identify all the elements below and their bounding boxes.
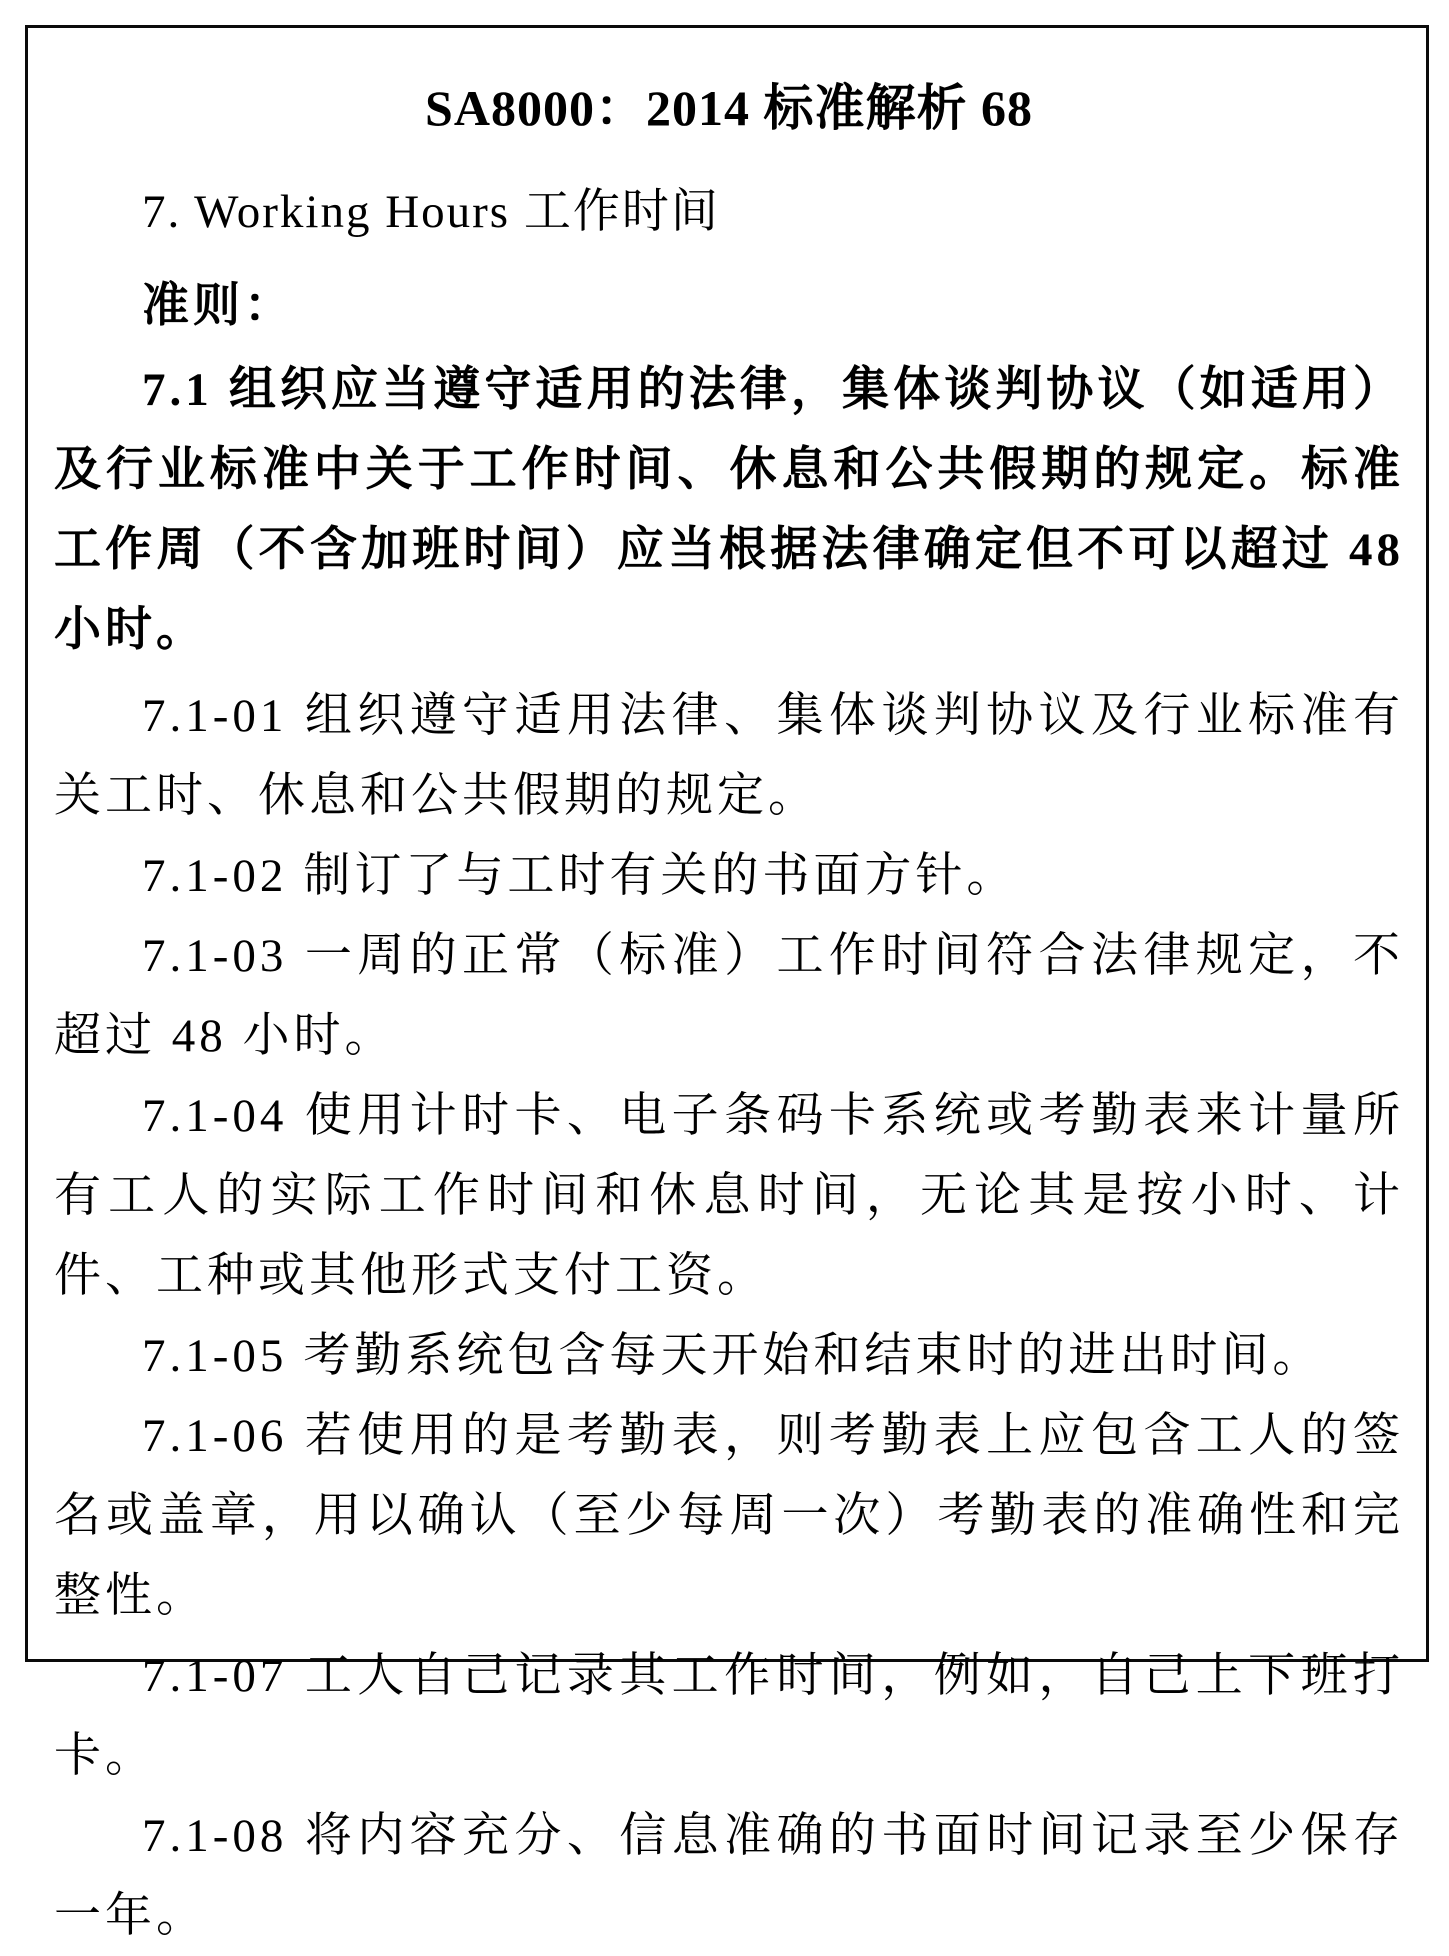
- item-number: 7.1-06: [142, 1410, 288, 1462]
- guidance-item-7-1-04: [54, 1076, 1404, 1316]
- criteria-label: 准则：: [142, 280, 295, 332]
- item-text: 组织遵守适用法律、集体谈判协议及行业标准有关工时、休息和公共假期的规定。: [54, 690, 1404, 822]
- guidance-item-7-1-01: [54, 676, 1404, 836]
- guidance-item-7-1-06: [54, 1396, 1404, 1636]
- item-number: 7.1-01: [142, 690, 288, 742]
- item-number: 7.1-03: [142, 930, 288, 982]
- clause-number: 7.1: [142, 364, 213, 416]
- item-number: 7.1-07: [142, 1650, 288, 1702]
- item-text: 使用计时卡、电子条码卡系统或考勤表来计量所有工人的实际工作时间和休息时间，无论其是按小时、计件、工种或其他形式支付工资。: [54, 1090, 1404, 1302]
- document-title: SA8000：2014 标准解析 68: [425, 80, 1033, 136]
- guidance-item-7-1-08: [54, 1796, 1404, 1956]
- item-text: 考勤系统包含每天开始和结束时的进出时间。: [303, 1330, 1324, 1382]
- item-number: 7.1-02: [142, 850, 288, 902]
- item-text: 一周的正常（标准）工作时间符合法律规定，不超过 48 小时。: [54, 930, 1404, 1062]
- guidance-item-7-1-03: [54, 916, 1404, 1076]
- item-text: 若使用的是考勤表，则考勤表上应包含工人的签名或盖章，用以确认（至少每周一次）考勤表的准确性和完整性。: [54, 1410, 1404, 1622]
- item-number: 7.1-04: [142, 1090, 288, 1142]
- item-text: 制订了与工时有关的书面方针。: [303, 850, 1018, 902]
- guidance-item-7-1-05: [54, 1316, 1404, 1396]
- guidance-item-7-1-07: [54, 1636, 1404, 1796]
- item-number: 7.1-05: [142, 1330, 288, 1382]
- guidance-item-7-1-02: [54, 836, 1404, 916]
- clause-text: 组织应当遵守适用的法律，集体谈判协议（如适用）及行业标准中关于工作时间、休息和公共假期的规定。标准工作周（不含加班时间）应当根据法律确定但不可以超过 48 小时。: [54, 364, 1404, 656]
- clause-7-1: [54, 350, 1404, 670]
- item-number: 7.1-08: [142, 1810, 288, 1862]
- item-text: 将内容充分、信息准确的书面时间记录至少保存一年。: [54, 1810, 1404, 1942]
- item-text: 工人自己记录其工作时间，例如，自己上下班打卡。: [54, 1650, 1404, 1782]
- section-heading: 7. Working Hours 工作时间: [142, 186, 720, 238]
- page-frame: [25, 25, 1429, 1942]
